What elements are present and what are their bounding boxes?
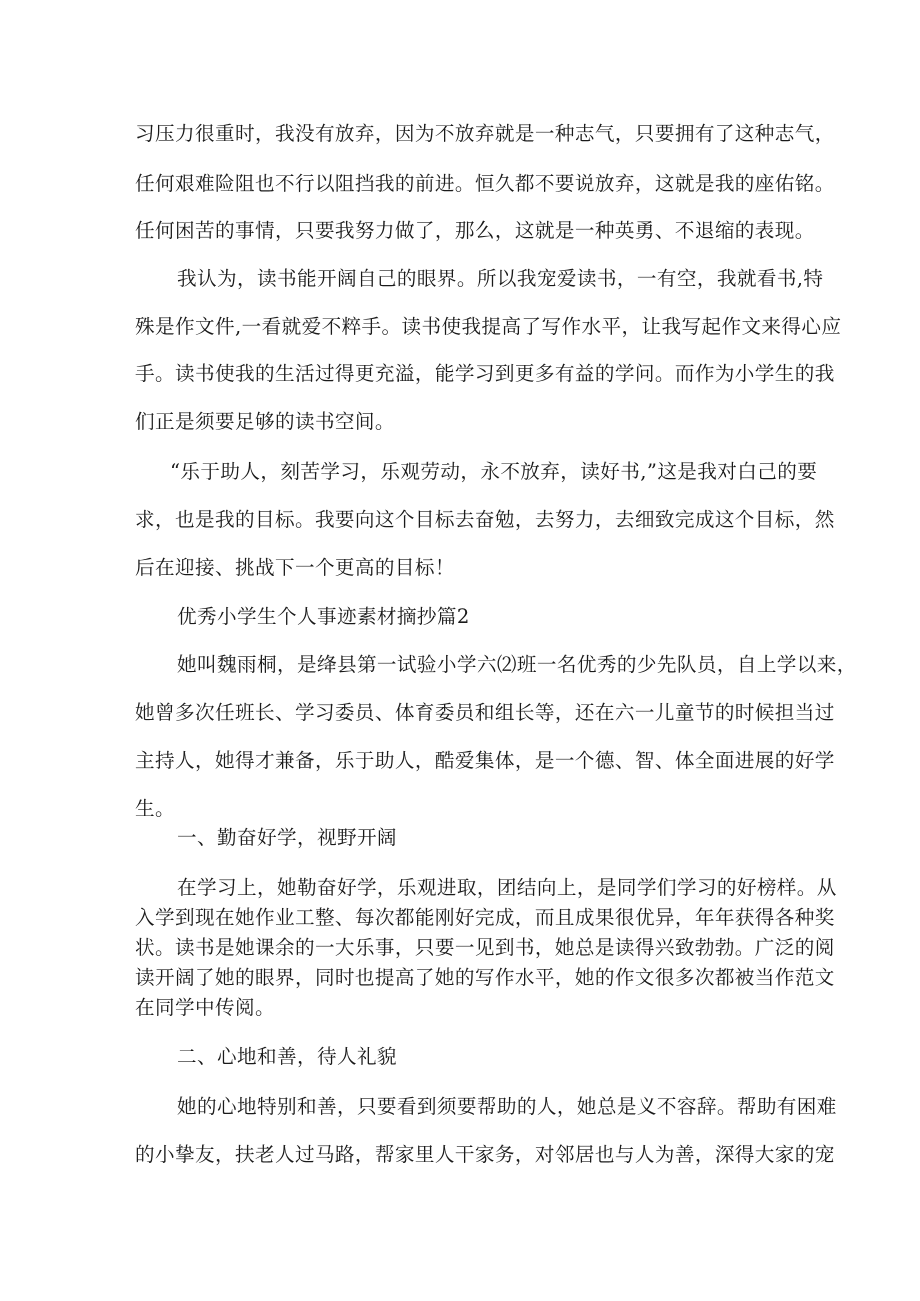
text-line: 在同学中传阅。	[135, 996, 275, 1019]
text-line: 生。	[135, 797, 175, 820]
text-line: 手。读书使我的生活过得更充溢，能学习到更多有益的学问。而作为小学生的我	[135, 362, 835, 385]
text-line: 状。读书是她课余的一大乐事，只要一见到书，她总是读得兴致勃勃。广泛的阅	[135, 936, 835, 959]
subsection-title: 二、心地和善，待人礼貌	[177, 1045, 397, 1068]
text-line: 她叫魏雨桐，是绛县第一试验小学六⑵班一名优秀的少先队员，自上学以来，	[177, 653, 857, 676]
text-line: 习压力很重时，我没有放弃，因为不放弃就是一种志气，只要拥有了这种志气，	[135, 122, 835, 145]
text-line: 她曾多次任班长、学习委员、体育委员和组长等，还在六一儿童节的时候担当过	[135, 701, 835, 724]
text-line: 后在迎接、挑战下一个更高的目标！	[135, 556, 455, 579]
text-line: 任何困苦的事情，只要我努力做了，那么，这就是一种英勇、不退缩的表现。	[135, 219, 815, 242]
text-line: 任何艰难险阻也不行以阻挡我的前进。恒久都不要说放弃，这就是我的座佑铭。	[135, 172, 835, 195]
section-heading: 优秀小学生个人事迹素材摘抄篇2	[177, 605, 470, 628]
text-line: 读开阔了她的眼界，同时也提高了她的写作水平，她的作文很多次都被当作范文	[135, 966, 835, 989]
subsection-title: 一、勤奋好学，视野开阔	[177, 826, 397, 849]
text-line: 我认为，读书能开阔自己的眼界。所以我宠爱读书，一有空，我就看书,特	[177, 267, 824, 290]
text-line: 主持人，她得才兼备，乐于助人，酷爱集体，是一个德、智、体全面进展的好学	[135, 749, 835, 772]
text-line: 在学习上，她勒奋好学，乐观进取，团结向上，是同学们学习的好榜样。从	[177, 876, 837, 899]
text-line: 们正是须要足够的读书空间。	[135, 410, 395, 433]
text-line: 殊是作文件,一看就爱不粹手。读书使我提高了写作水平，让我写起作文来得心应	[135, 315, 842, 338]
text-line: 她的心地特别和善，只要看到须要帮助的人，她总是义不容辞。帮助有困难	[177, 1095, 837, 1118]
text-line: 入学到现在她作业工整、每次都能刚好完成，而且成果很优异，年年获得各种奖	[135, 906, 835, 929]
text-line: 求，也是我的目标。我要向这个目标去奋勉，去努力，去细致完成这个目标，然	[135, 508, 835, 531]
text-line: 的小挚友，扶老人过马路，帮家里人干家务，对邻居也与人为善，深得大家的宠	[135, 1143, 835, 1166]
text-line: “乐于助人，刻苦学习，乐观劳动，永不放弃，读好书,”这是我对白己的要	[170, 460, 818, 483]
